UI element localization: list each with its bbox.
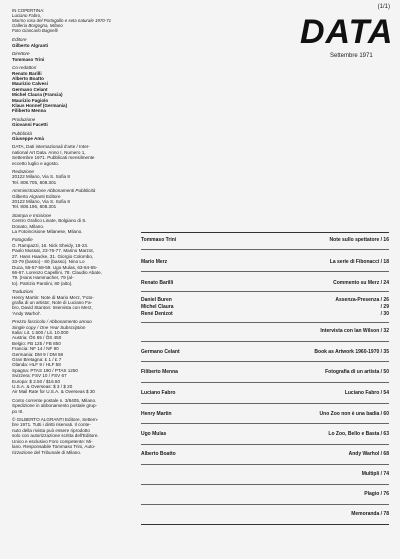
toc-rule [141, 271, 389, 272]
photographs-line: 27. Hans Haacke, 31. Giorgio Colombo, [12, 253, 94, 259]
copyright-line: bre 1971. Tutti i diritti riservati. Il conte- [12, 422, 91, 428]
cover-credit-line: Galleria Borgogna, Milano [12, 23, 63, 29]
toc-rule [141, 504, 389, 505]
toc-rule [141, 382, 389, 383]
translations-section [12, 289, 137, 316]
copyright-line: © GILBERTO ALGRANTI Editore, Settem- [12, 417, 99, 423]
contributor-name: Maurizio Fagiolo [12, 97, 49, 103]
page-number: (1/1) [377, 4, 390, 10]
photographs-line: 33-79 (basso) - 80 (basso). Nino Lo [12, 259, 85, 265]
copyright-line: lano. Responsabile Tommaso Trini, Auto- [12, 444, 96, 450]
copyright-line: Unico e esclusivo Foro competente: Mi- [12, 438, 93, 444]
postal-line: Conto corrente postale n. 3/6405, Milano. [12, 397, 97, 403]
printing-section [12, 213, 137, 235]
toc-author: Tommaso Trini [141, 237, 177, 243]
price-line: Germania: DM 9 / DM 58 [12, 351, 64, 357]
contributor-name: Maurizio Calvesi [12, 81, 48, 87]
toc-rule [141, 444, 389, 445]
prices-subheading: Single copy / One Year Subscription [12, 324, 86, 330]
colophon [12, 8, 137, 458]
editor-name: Gilberto Algranti [12, 42, 49, 48]
production-heading: Produzione [12, 116, 36, 122]
translations-heading: Traduzioni [12, 289, 34, 295]
photographs-line: to). Patrizio Parolini, 80 (alto). [12, 280, 73, 286]
masthead-logo: DATA [300, 13, 394, 51]
cover-credit-line: Foto Giancarlo Bagnelli [12, 28, 58, 34]
toc-rule [141, 341, 389, 342]
advertising-heading: Pubblicità [12, 130, 32, 136]
toc-title: Multipli / 74 [361, 471, 389, 477]
translations-line: grafia di un artista', Note di Luciano Fa- [12, 299, 93, 305]
toc-rule [141, 403, 389, 404]
photographs-line: Duca, 55-57-58-59. Ugo Mulas, 63-64-65- [12, 264, 98, 270]
cover-credit [12, 8, 137, 33]
toc-author: Michel Claura [141, 304, 174, 310]
production-name: Giovanni Facetti [12, 122, 48, 128]
photographs-line: G. Rampazzi, 16. Nick Sheidy, 19-23. [12, 242, 89, 248]
publication-note-line: eccetto luglio e agosto. [12, 160, 59, 166]
postal-line: po III. [12, 408, 24, 414]
translations-line: bro, David Stanton: Intervista con Merz, [12, 305, 93, 311]
editorial-office-line: 20122 Milano, Via S. Sofia 8 [12, 174, 70, 180]
toc-rule [141, 232, 389, 233]
toc-title: Fotografia di un artista / 50 [325, 369, 389, 375]
copyright-line: solo con autorizzazione scritta dell'Editore. [12, 433, 99, 439]
contributor-name: Filiberto Menna [12, 108, 46, 114]
toc-title: Plagio / 76 [364, 491, 389, 497]
toc-title: Andy Warhol / 68 [348, 451, 389, 457]
postal-line: Spedizione in abbonamento postale grup- [12, 403, 98, 409]
price-line: U.S.A. & Overseas: $ 3 / $ 20 [12, 384, 73, 390]
publication-note-line: national Art Data. Anno I, Numero 1, [12, 149, 86, 155]
toc-author-group [141, 297, 174, 318]
cover-credit-line: Luciano Fabro, [12, 13, 42, 19]
cover-credit-line: IN COPERTINA: [12, 8, 45, 13]
toc-rule [141, 423, 389, 424]
toc-title: Luciano Fabro / 54 [344, 390, 389, 396]
publication-note [12, 144, 137, 166]
toc-rule [141, 524, 389, 525]
price-line: Spagna: PTAS 190 / PTAS 1250 [12, 367, 78, 373]
printing-line: Centro Grafico Linate, Bolgiano di S. [12, 218, 87, 224]
toc-rule [141, 464, 389, 465]
printing-line: La Fotoincisione Milanese, Milano. [12, 229, 83, 235]
advertising-section [12, 131, 137, 142]
photographs-heading: Fotografie [12, 237, 33, 243]
cover-credit-line: Marmo rosa del Portogallo e seta naturale 1970-71 [12, 18, 112, 24]
toc-entry[interactable] [141, 297, 389, 319]
contributor-name: Klaus Honnef (Germania) [12, 102, 68, 108]
translations-line: Henry Martin: Note di Mario Merz, 'Foto- [12, 294, 94, 300]
toc-rule [141, 484, 389, 485]
price-line: Francia: NF 14 / NF 90 [12, 346, 59, 352]
contributors-heading: Co-redattori [12, 65, 37, 71]
copyright-section [12, 417, 137, 455]
prices-heading: Prezzo fascicolo / Abbonamento annuo [12, 319, 92, 325]
contributors-section [12, 65, 137, 114]
postal-section [12, 398, 137, 414]
director-heading: Direttore [12, 51, 30, 57]
administration-line: 20122 Milano, Via S. Sofia 8 [12, 199, 70, 205]
toc-title: Intervista con Ian Wilson / 32 [320, 328, 389, 334]
copyright-line: rizzazione del Tribunale di Milano. [12, 449, 82, 455]
toc-title: Book as Artwork 1960-1970 / 35 [314, 349, 389, 355]
price-line: Gran Bretagna: £ 1 / £ 7 [12, 357, 62, 362]
toc-title: Uno Zoo non è una badia / 60 [319, 411, 389, 417]
issue-date: Settembre 1971 [330, 53, 373, 59]
photographs-section [12, 237, 137, 286]
director-section [12, 51, 137, 62]
contributor-name: Renato Barilli [12, 70, 42, 76]
publication-note-line: DATA, Dati internazionali d'arte / Inter- [12, 144, 90, 150]
administration-line: Tel. 808.196, 808.301 [12, 204, 57, 210]
editor-section [12, 37, 137, 48]
price-line: Belgio: FB 125 / FB 850 [12, 340, 61, 346]
toc-title: Lo Zoo, Bello e Basta / 63 [328, 431, 389, 437]
toc-author: Germano Celant [141, 349, 180, 355]
toc-author: Filiberto Menna [141, 369, 178, 375]
director-name: Tommaso Trini [12, 56, 45, 62]
administration-heading: Amministrazione Abbonamenti Pubblicità [12, 188, 96, 194]
price-line: Austria: ÖS 65 / ÖS 450 [12, 335, 62, 341]
prices-section [12, 319, 137, 395]
copyright-line: nuto della rivista può essere riprodotto [12, 427, 90, 433]
price-line: Europa: $ 2.50 / $16.50 [12, 378, 61, 384]
contributor-name: Germano Celant [12, 86, 48, 92]
toc-rule [141, 361, 389, 362]
editorial-office-line: Tel. 808.705, 808.301 [12, 179, 57, 185]
price-line: Italia: Lit. 1.500 / Lit. 10.000 [12, 329, 69, 335]
toc-author: Daniel Buren [141, 297, 172, 303]
price-line: Air Mail Rate for U.S.A. & Overseas $ 30 [12, 389, 95, 395]
photographs-line: 79. (Hans Hammacher, 79 (al- [12, 275, 74, 281]
toc-rule [141, 291, 389, 292]
toc-title: Commento su Merz / 24 [333, 280, 389, 286]
publication-note-line: Settembre 1971. Pubblicati mensilmente [12, 155, 95, 161]
toc-author: Mario Merz [141, 259, 168, 265]
editorial-office-heading: Redazione [12, 169, 34, 174]
advertising-name: Giuseppe Amà [12, 135, 44, 141]
translations-line: 'Andy Warhol'. [12, 310, 42, 316]
toc-title-group [335, 297, 389, 318]
administration-section [12, 188, 137, 210]
contributor-name: Alberto Boatto [12, 75, 44, 81]
editor-heading: Editore [12, 37, 27, 43]
contributor-name: Michel Claura (Francia) [12, 92, 63, 98]
toc-title: Note sullo spettatore / 16 [329, 237, 389, 243]
printing-line: Donato, Milano. [12, 223, 45, 229]
toc-title: Assenza-Presenza / 26 [335, 297, 389, 303]
toc-author: Renato Barilli [141, 280, 174, 286]
printing-heading: Stampa e Incisione [12, 212, 52, 218]
price-line: Olanda: HLF 9 / HLF 58 [12, 362, 61, 368]
toc-title: / 30 [380, 311, 389, 317]
price-line: Svizzera: FSV 10 / FSV 67 [12, 373, 67, 379]
toc-author: Alberto Boatto [141, 451, 176, 457]
toc-title: Memoranda / 78 [351, 511, 389, 517]
toc-author: Henry Martin [141, 411, 172, 417]
toc-author: Luciano Fabro [141, 390, 176, 396]
toc-author: Ugo Mulas [141, 431, 167, 437]
photographs-line: Paolo Mussat, 23-76-77. Marino Marzot, [12, 248, 94, 254]
toc-title: / 29 [380, 304, 389, 310]
editorial-office-section [12, 169, 137, 185]
toc-title: La serie di Fibonacci / 18 [329, 259, 389, 265]
production-section [12, 117, 137, 128]
photographs-line: 66-67. Lorenzo Capellini, 78. Claudio Abate, [12, 269, 102, 275]
administration-line: Gilberto Algranti Editore [12, 193, 61, 199]
toc-author: René Denizot [141, 311, 173, 317]
toc-rule [141, 322, 389, 323]
toc-rule [141, 249, 389, 250]
